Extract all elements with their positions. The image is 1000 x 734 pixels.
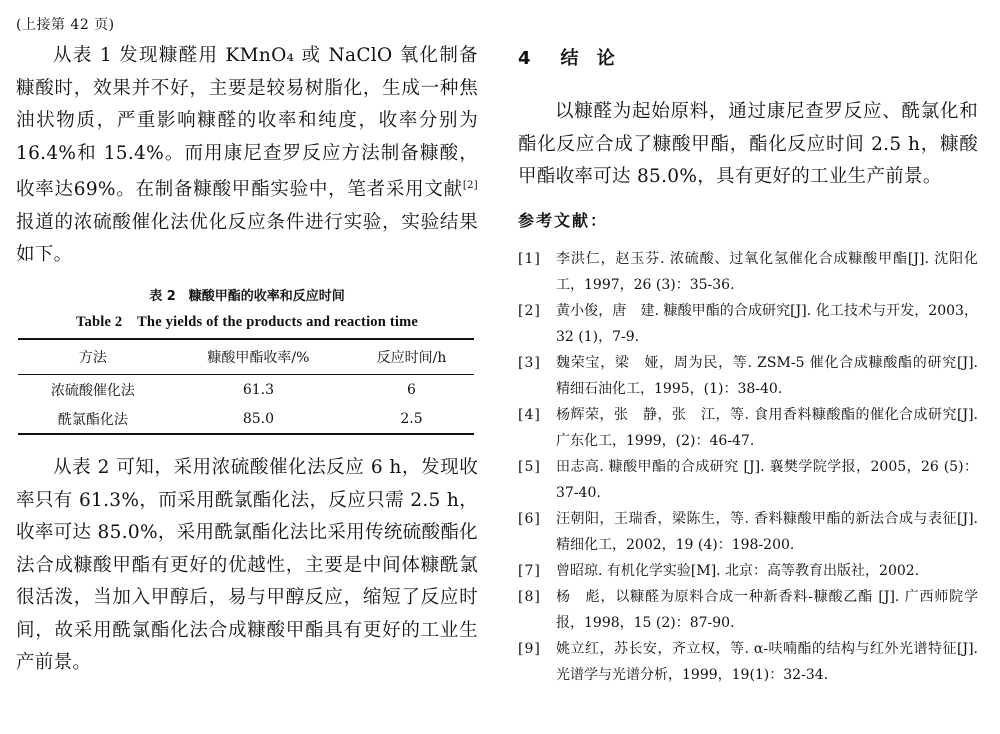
right-column [518,40,978,688]
reference-number: [1] [518,250,541,267]
reference-text: 黄小俊，唐 建. 糠酸甲酯的合成研究[J]. 化工技术与开发，2003，32 (1)，7-9. [556,302,978,345]
reference-number: [8] [518,588,541,605]
reference-number: [2] [518,302,541,319]
reference-item [518,636,978,688]
reference-list [518,246,978,688]
reference-text: 姚立红，苏长安，齐立权，等. α-呋喃酯的结构与红外光谱特征[J]. 光谱学与光谱分析，1999，19(1)：32-34. [556,640,978,683]
table-header-row [18,339,474,375]
reference-number: [4] [518,406,541,423]
reference-item [518,454,978,506]
reference-item [518,246,978,298]
table-2 [16,288,478,435]
continuation-note: (上接第 42 页) [16,17,115,33]
reference-number: [6] [518,510,541,527]
body-paragraph-1 [16,40,478,272]
references-title: 参考文献： [518,210,609,230]
reference-text: 魏荣宝，梁 娅，周为民，等. ZSM-5 催化合成糠酸酯的研究[J]. 精细石油化工，1995，(1)：38-40. [556,354,978,397]
cell-yield: 61.3 [242,381,274,398]
reference-item [518,298,978,350]
cell-time: 6 [407,381,416,398]
reference-item [518,402,978,454]
conclusion-paragraph: 以糠醛为起始原料，通过康尼查罗反应、酰氯化和酯化反应合成了糠酸甲酯，酯化反应时间 2.5 h，糠酸甲酯收率可达 85.0%，具有更好的工业生产前景。 [518,101,978,187]
reference-text: 李洪仁，赵玉芬. 浓硫酸、过氧化氢催化合成糠酸甲酯[J]. 沈阳化工，1997，26 (3)：35-36. [556,250,978,293]
section-title-conclusion: 4 结 论 [518,48,621,69]
cell-yield: 85.0 [168,404,349,434]
body-paragraph-2: 从表 2 可知，采用浓硫酸催化法反应 6 h，发现收率只有 61.3%，而采用酰氯酯化法，反应只需 2.5 h，收率可达 85.0%，采用酰氯酯化法比采用传统硫酸酯化法合成糠酸甲酯有更好的优越性，主要是中间体糠酰氯很活泼，当加入甲醇后，易与甲醇反应，缩短了反应时间，故采用酰氯酯化法合成糠酸甲酯具有更好的工业生产前景。 [16,457,478,673]
header-method: 方法 [18,339,168,375]
header-time: 反应时间/h [349,339,474,375]
reference-item [518,350,978,402]
reference-number: [5] [518,458,541,475]
reference-text: 杨 彪，以糠醛为原料合成一种新香料-糠酸乙酯 [J]. 广西师院学报，1998，15 (2)：87-90. [556,588,978,631]
reference-number: [3] [518,354,541,371]
reference-text: 汪朝阳，王瑞香，梁陈生，等. 香料糠酸甲酯的新法合成与表征[J]. 精细化工，2002，19 (4)：198-200. [556,510,978,553]
paragraph-1-end: 报道的浓硫酸催化法优化反应条件进行实验，实验结果如下。 [16,211,478,266]
reference-item [518,584,978,636]
cell-method: 浓硫酸催化法 [50,382,135,399]
table-caption-en: Table 2 The yields of the products and reaction time [75,314,419,330]
reference-item [518,506,978,558]
left-column-lower [16,452,478,680]
table-row [18,404,474,434]
reference-text: 田志高. 糠酸甲酯的合成研究 [J]. 襄樊学院学报，2005，26 (5)：37-40. [556,458,978,501]
reference-item [518,558,978,584]
table-caption-cn: 表 2 糠酸甲酯的收率和反应时间 [149,289,345,304]
left-column-upper [16,40,478,272]
reference-number: [7] [518,562,541,579]
reference-text: 曾昭琼. 有机化学实验[M]. 北京：高等教育出版社，2002. [556,562,920,579]
paragraph-1-text: 从表 1 发现糠醛用 KMnO₄ 或 NaClO 氧化制备糠酸时，效果并不好，主要是较易树脂化，生成一种焦油状物质，严重影响糠醛的收率和纯度，收率分别为16.4%和 15.4%。而用康尼查罗反应方法制备糠酸，收率达69%。在制备糠酸甲酯实验中，笔者采用文献 [16,45,478,201]
cell-method: 酰氯酯化法 [18,404,168,434]
header-yield: 糠酸甲酯收率/% [168,339,349,375]
cell-time: 2.5 [349,404,474,434]
citation-2[interactable]: [2] [462,180,478,191]
reference-number: [9] [518,640,541,657]
table-row [18,375,474,405]
reference-text: 杨辉荣，张 静，张 江，等. 食用香料糠酸酯的催化合成研究[J]. 广东化工，1999，(2)：46-47. [556,406,978,449]
yields-table [18,338,474,435]
